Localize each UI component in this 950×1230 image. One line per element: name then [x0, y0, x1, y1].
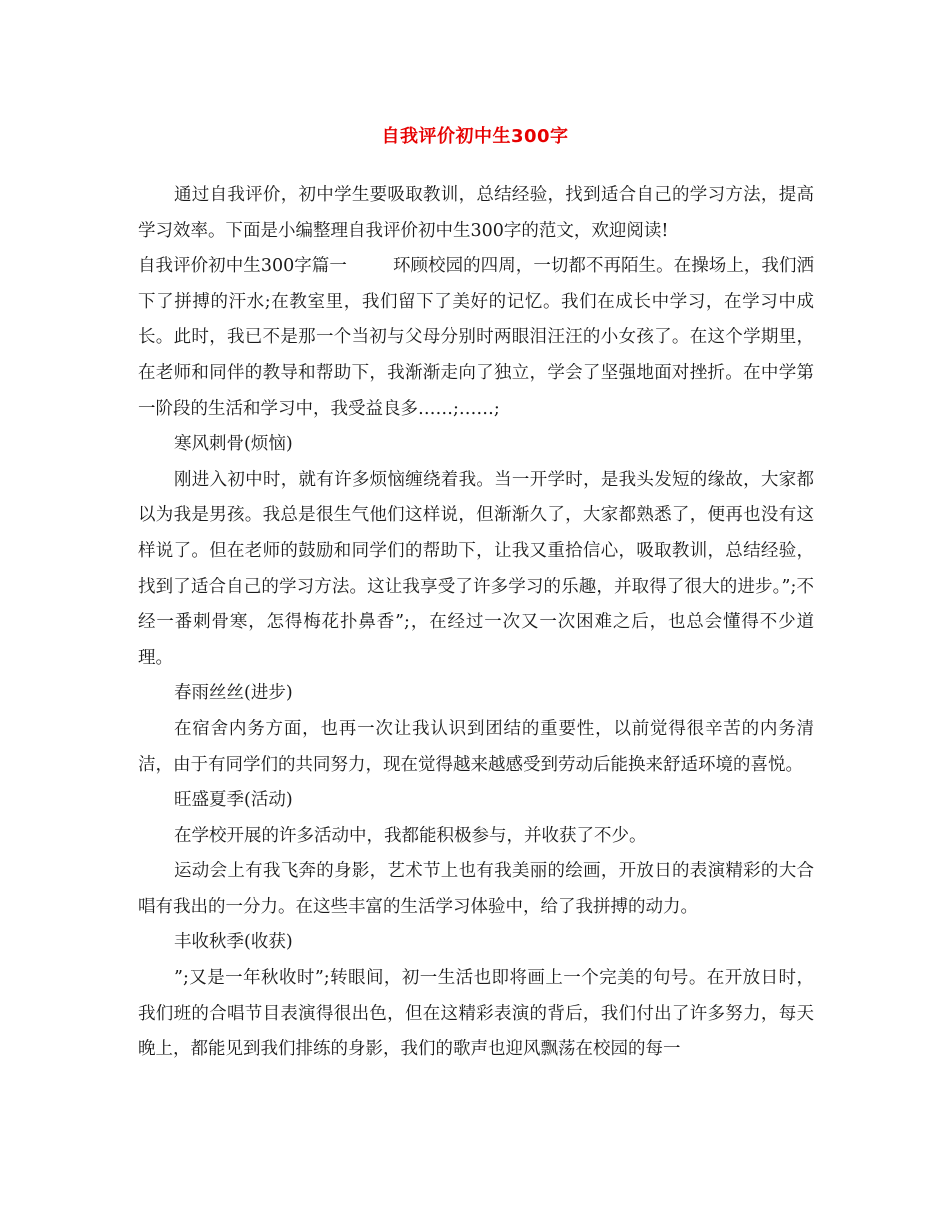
summer-heading: 旺盛夏季(活动)	[174, 790, 293, 811]
winter-heading: 寒风刺骨(烦恼)	[174, 434, 293, 455]
autumn-paragraph: ”;又是一年秋收时”;转眼间，初一生活也即将画上一个完美的句号。在开放日时，我们班的合唱节目表演得很出色，但在这精彩表演的背后，我们付出了许多努力，每天晚上，都能见到我们排练的身影，我们的歌声也迎风飘荡在校园的每一	[138, 968, 814, 1060]
summer-paragraph-1: 在学校开展的许多活动中，我都能积极参与，并收获了不少。	[174, 825, 647, 846]
section-one-paragraph	[138, 249, 814, 427]
document-body	[138, 178, 814, 1068]
summer-paragraph-2: 运动会上有我飞奔的身影，艺术节上也有我美丽的绘画，开放日的表演精彩的大合唱有我出的一分力。在这些丰富的生活学习体验中，给了我拼搏的动力。	[138, 861, 814, 917]
winter-paragraph: 刚进入初中时，就有许多烦恼缠绕着我。当一开学时，是我头发短的缘故，大家都以为我是男孩。我总是很生气他们这样说，但渐渐久了，大家都熟悉了，便再也没有这样说了。但在老师的鼓励和同学们的帮助下，让我又重拾信心，吸取教训，总结经验，找到了适合自己的学习方法。这让我享受了许多学习的乐趣，并取得了很大的进步。”;不经一番刺骨寒，怎得梅花扑鼻香”;，在经过一次又一次困难之后，也总会懂得不少道理。	[138, 469, 814, 668]
spring-paragraph: 在宿舍内务方面，也再一次让我认识到团结的重要性，以前觉得很辛苦的内务清洁，由于有同学们的共同努力，现在觉得越来越感受到劳动后能换来舒适环境的喜悦。	[138, 718, 814, 775]
section-one-heading: 自我评价初中生300字篇一	[138, 256, 347, 277]
intro-paragraph: 通过自我评价，初中学生要吸取教训，总结经验，找到适合自己的学习方法，提高学习效率。下面是小编整理自我评价初中生300字的范文，欢迎阅读!	[138, 185, 814, 241]
spring-heading: 春雨丝丝(进步)	[174, 683, 293, 704]
autumn-heading: 丰收秋季(收获)	[174, 932, 293, 953]
section-one-body: 环顾校园的四周，一切都不再陌生。在操场上，我们洒下了拼搏的汗水;在教室里，我们留下了美好的记忆。我们在成长中学习，在学习中成长。此时，我已不是那一个当初与父母分别时两眼泪汪汪的小女孩了。在这个学期里，在老师和同伴的教导和帮助下，我渐渐走向了独立，学会了坚强地面对挫折。在中学第一阶段的生活和学习中，我受益良多……;……;	[138, 256, 814, 419]
document-title: 自我评价初中生300字	[381, 126, 569, 147]
